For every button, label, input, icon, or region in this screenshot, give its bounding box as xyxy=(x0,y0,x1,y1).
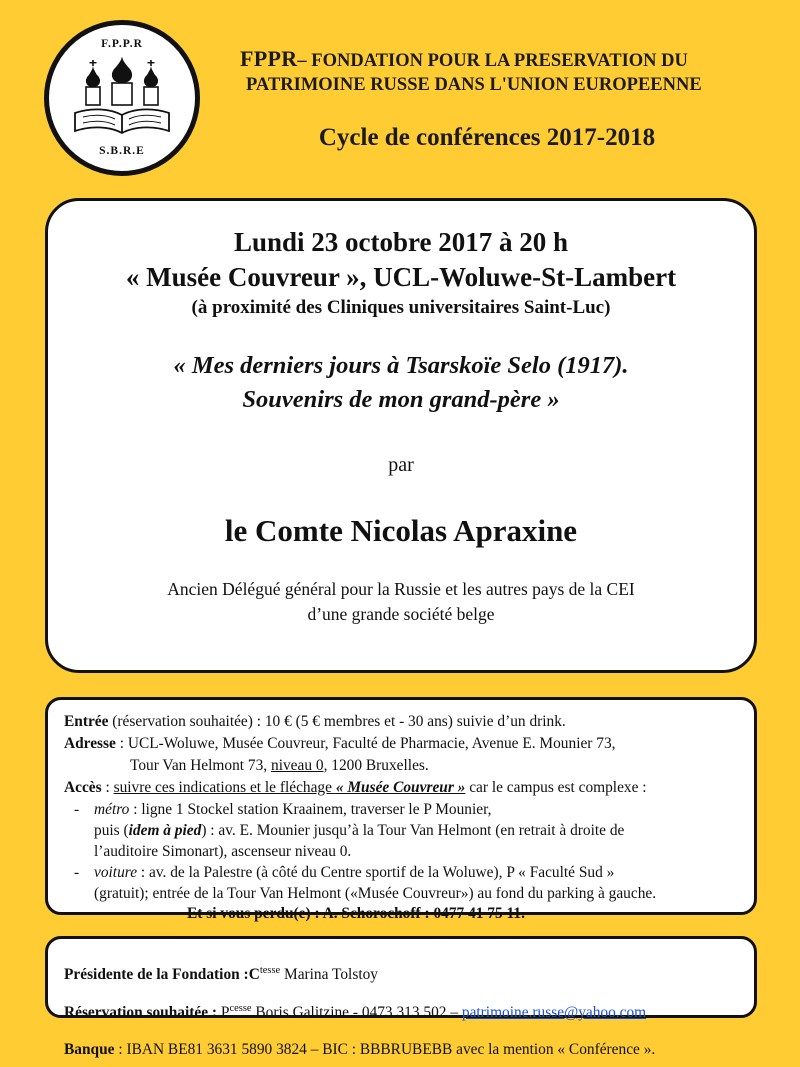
entree-text: (réservation souhaitée) : 10 € (5 € membres et - 30 ans) suivie d’un drink. xyxy=(108,713,566,730)
speaker-bio-line1: Ancien Délégué général pour la Russie et les autres pays de la CEI xyxy=(167,578,635,599)
president-suffix: tesse xyxy=(259,965,281,977)
reservation-suffix: cesse xyxy=(229,1002,252,1014)
logo-bottom-text: S.B.R.E xyxy=(99,145,145,157)
adresse-line-2 xyxy=(64,756,738,777)
president-prefix: C xyxy=(248,966,260,984)
talk-title-line1: « Mes derniers jours à Tsarskoïe Selo (1917). xyxy=(173,352,629,380)
email-link[interactable]: patrimoine.russe@yahoo.com xyxy=(461,1003,647,1021)
by-label: par xyxy=(388,453,414,476)
event-main-box xyxy=(45,198,757,673)
president-label: Présidente de la Fondation : xyxy=(64,966,249,984)
contacts-box xyxy=(45,936,757,1059)
metro-line3: l’auditoire Simonart), ascenseur niveau 0. xyxy=(94,842,352,860)
org-name-line2: PATRIMOINE RUSSE DANS L'UNION EUROPEENNE xyxy=(246,75,702,96)
voiture-line2: (gratuit); entrée de la Tour Van Helmont («Musée Couvreur») au fond du parking à gauche. xyxy=(94,884,657,902)
reservation-label: Réservation souhaitée : xyxy=(64,1003,218,1021)
entree-line xyxy=(64,712,738,733)
bullet-dash-icon: - xyxy=(74,800,80,818)
acces-label: Accès xyxy=(64,778,102,796)
event-date: Lundi 23 octobre 2017 à 20 h xyxy=(233,227,569,257)
access-item-metro xyxy=(64,800,738,863)
metro-line2-b: idem à pied xyxy=(128,821,202,839)
practical-info-box xyxy=(45,697,757,923)
president-name: Marina Tolstoy xyxy=(280,966,378,984)
org-name-line1: FONDATION POUR LA PRESERVATION DU xyxy=(311,51,688,71)
org-abbrev: FPPR xyxy=(240,46,298,71)
acces-underline-b: « Musée Couvreur » xyxy=(335,778,466,796)
adresse-line2-b: , 1200 Bruxelles. xyxy=(323,756,429,774)
event-venue: « Musée Couvreur », UCL-Woluwe-St-Lambert xyxy=(125,261,677,292)
cycle-title: Cycle de conférences 2017-2018 xyxy=(318,123,656,151)
access-item-voiture xyxy=(64,863,738,905)
metro-body xyxy=(94,800,738,863)
adresse-line2-a: Tour Van Helmont 73, xyxy=(130,756,271,774)
metro-text: : ligne 1 Stockel station Kraainem, traverser le P Mounier, xyxy=(129,800,492,818)
talk-title-line2: Souvenirs de mon grand-père » xyxy=(242,386,560,414)
president-line xyxy=(64,964,738,986)
logo-top-text: F.P.P.R xyxy=(101,38,143,50)
speaker-bio-line2: d’une grande société belge xyxy=(307,603,495,624)
adresse-level: niveau 0 xyxy=(271,756,324,774)
talk-title xyxy=(74,349,728,418)
event-venue-note: (à proximité des Cliniques universitaires Saint-Luc) xyxy=(191,297,611,319)
voiture-text: : av. de la Palestre (à côté du Centre sportif de la Woluwe), P « Faculté Sud » xyxy=(137,863,615,881)
voiture-label: voiture xyxy=(94,863,138,881)
adresse-line xyxy=(64,734,738,755)
acces-line xyxy=(64,778,738,799)
speaker-name: le Comte Nicolas Apraxine xyxy=(224,512,578,548)
org-dash: – xyxy=(297,51,307,71)
adresse-label: Adresse xyxy=(64,734,116,752)
acces-text-a: : xyxy=(101,778,114,796)
poster-header xyxy=(0,0,800,190)
header-text-block xyxy=(240,44,770,152)
reservation-line xyxy=(64,1002,738,1024)
metro-line2-a: puis ( xyxy=(94,821,129,839)
lost-contact-line: Et si vous perdu(e) : A. Schorochoff : 0477 41 75 11. xyxy=(187,905,525,923)
banque-text: : IBAN BE81 3631 5890 3824 – BIC : BBBRUBEBB avec la mention « Conférence ». xyxy=(114,1041,656,1059)
voiture-body xyxy=(94,863,738,905)
bullet-dash-icon-2: - xyxy=(74,863,80,881)
banque-label: Banque xyxy=(64,1041,115,1059)
acces-underline-a: suivre ces indications et le fléchage xyxy=(113,778,336,796)
adresse-text: : UCL-Woluwe, Musée Couvreur, Faculté de Pharmacie, Avenue E. Mounier 73, xyxy=(115,734,616,752)
entree-label: Entrée xyxy=(64,713,109,730)
metro-line2-c: ) : av. E. Mounier jusqu’à la Tour Van Helmont (en retrait à droite de xyxy=(201,821,625,839)
organization-line xyxy=(240,44,770,98)
banque-line xyxy=(64,1039,738,1061)
acces-text-b: car le campus est complexe : xyxy=(465,778,647,796)
reservation-prefix: P xyxy=(217,1003,230,1021)
church-book-icon xyxy=(67,57,177,139)
reservation-name: Boris Galitzine - 0473 313 502 – xyxy=(251,1003,462,1021)
metro-label: métro xyxy=(94,800,130,818)
speaker-bio xyxy=(74,577,728,627)
fppr-logo xyxy=(44,20,200,176)
